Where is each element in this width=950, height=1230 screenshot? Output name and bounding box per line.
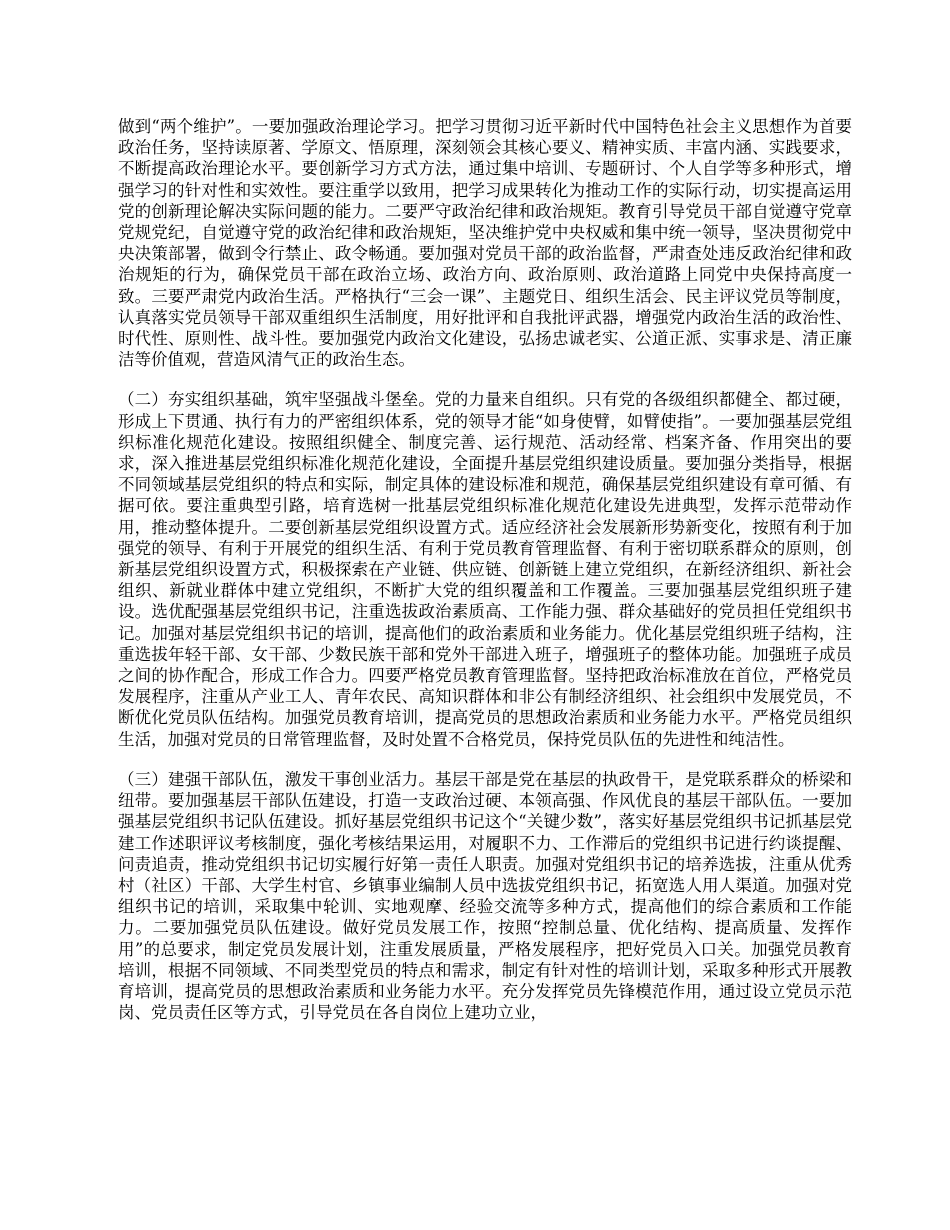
document-body — [118, 116, 852, 1023]
paragraph-political-building: 做到“两个维护”。一要加强政治理论学习。把学习贯彻习近平新时代中国特色社会主义思想作为首要政治任务，坚持读原著、学原文、悟原理，深刻领会其核心要义、精神实质、丰富内涵、实践要求，不断提高政治理论水平。要创新学习方式方法，通过集中培训、专题研讨、个人自学等多种形式，增强学习的针对性和实效性。要注重学以致用，把学习成果转化为推动工作的实际行动，切实提高运用党的创新理论解决实际问题的能力。二要严守政治纪律和政治规矩。教育引导党员干部自觉遵守党章党规党纪，自觉遵守党的政治纪律和政治规矩，坚决维护党中央权威和集中统一领导，坚决贯彻党中央决策部署，做到令行禁止、政令畅通。要加强对党员干部的政治监督，严肃查处违反政治纪律和政治规矩的行为，确保党员干部在政治立场、政治方向、政治原则、政治道路上同党中央保持高度一致。三要严肃党内政治生活。严格执行“三会一课”、主题党日、组织生活会、民主评议党员等制度，认真落实党员领导干部双重组织生活制度，用好批评和自我批评武器，增强党内政治生活的政治性、时代性、原则性、战斗性。要加强党内政治文化建设，弘扬忠诚老实、公道正派、实事求是、清正廉洁等价值观，营造风清气正的政治生态。 — [118, 117, 852, 370]
paragraph-cadre-team: （三）建强干部队伍，激发干事创业活力。基层干部是党在基层的执政骨干，是党联系群众的桥梁和纽带。要加强基层干部队伍建设，打造一支政治过硬、本领高强、作风优良的基层干部队伍。一要加强基层党组织书记队伍建设。抓好基层党组织书记这个“关键少数”，落实好基层党组织书记抓基层党建工作述职评议考核制度，强化考核结果运用，对履职不力、工作滞后的党组织书记进行约谈提醒、问责追责，推动党组织书记切实履行好第一责任人职责。加强对党组织书记的培养选拔，注重从优秀村（社区）干部、大学生村官、乡镇事业编制人员中选拔党组织书记，拓宽选人用人渠道。加强对党组织书记的培训，采取集中轮训、实地观摩、经验交流等多种方式，提高他们的综合素质和工作能力。二要加强党员队伍建设。做好党员发展工作，按照“控制总量、优化结构、提高质量、发挥作用”的总要求，制定党员发展计划，注重发展质量，严格发展程序，把好党员入口关。加强党员教育培训，根据不同领域、不同类型党员的特点和需求，制定有针对性的培训计划，采取多种形式开展教育培训，提高党员的思想政治素质和业务能力水平。充分发挥党员先锋模范作用，通过设立党员示范岗、党员责任区等方式，引导党员在各自岗位上建功立业， — [118, 769, 852, 1023]
paragraph-organization-foundation: （二）夯实组织基础，筑牢坚强战斗堡垒。党的力量来自组织。只有党的各级组织都健全、都过硬，形成上下贯通、执行有力的严密组织体系，党的领导才能“如身使臂，如臂使指”。一要加强基层党组织标准化规范化建设。按照组织健全、制度完善、运行规范、活动经常、档案齐备、作用突出的要求，深入推进基层党组织标准化规范化建设，全面提升基层党组织建设质量。要加强分类指导，根据不同领域基层党组织的特点和实际，制定具体的建设标准和规范，确保基层党组织建设有章可循、有据可依。要注重典型引路，培育选树一批基层党组织标准化规范化建设先进典型，发挥示范带动作用，推动整体提升。二要创新基层党组织设置方式。适应经济社会发展新形势新变化，按照有利于加强党的领导、有利于开展党的组织生活、有利于党员教育管理监督、有利于密切联系群众的原则，创新基层党组织设置方式，积极探索在产业链、供应链、创新链上建立党组织，在新经济组织、新社会组织、新就业群体中建立党组织，不断扩大党的组织覆盖和工作覆盖。三要加强基层党组织班子建设。选优配强基层党组织书记，注重选拔政治素质高、工作能力强、群众基础好的党员担任党组织书记。加强对基层党组织书记的培训，提高他们的政治素质和业务能力。优化基层党组织班子结构，注重选拔年轻干部、女干部、少数民族干部和党外干部进入班子，增强班子的整体功能。加强班子成员之间的协作配合，形成工作合力。四要严格党员教育管理监督。坚持把政治标准放在首位，严格党员发展程序，注重从产业工人、青年农民、高知识群体和非公有制经济组织、社会组织中发展党员，不断优化党员队伍结构。加强党员教育培训，提高党员的思想政治素质和业务能力水平。严格党员组织生活，加强对党员的日常管理监督，及时处置不合格党员，保持党员队伍的先进性和纯洁性。 — [118, 390, 852, 749]
